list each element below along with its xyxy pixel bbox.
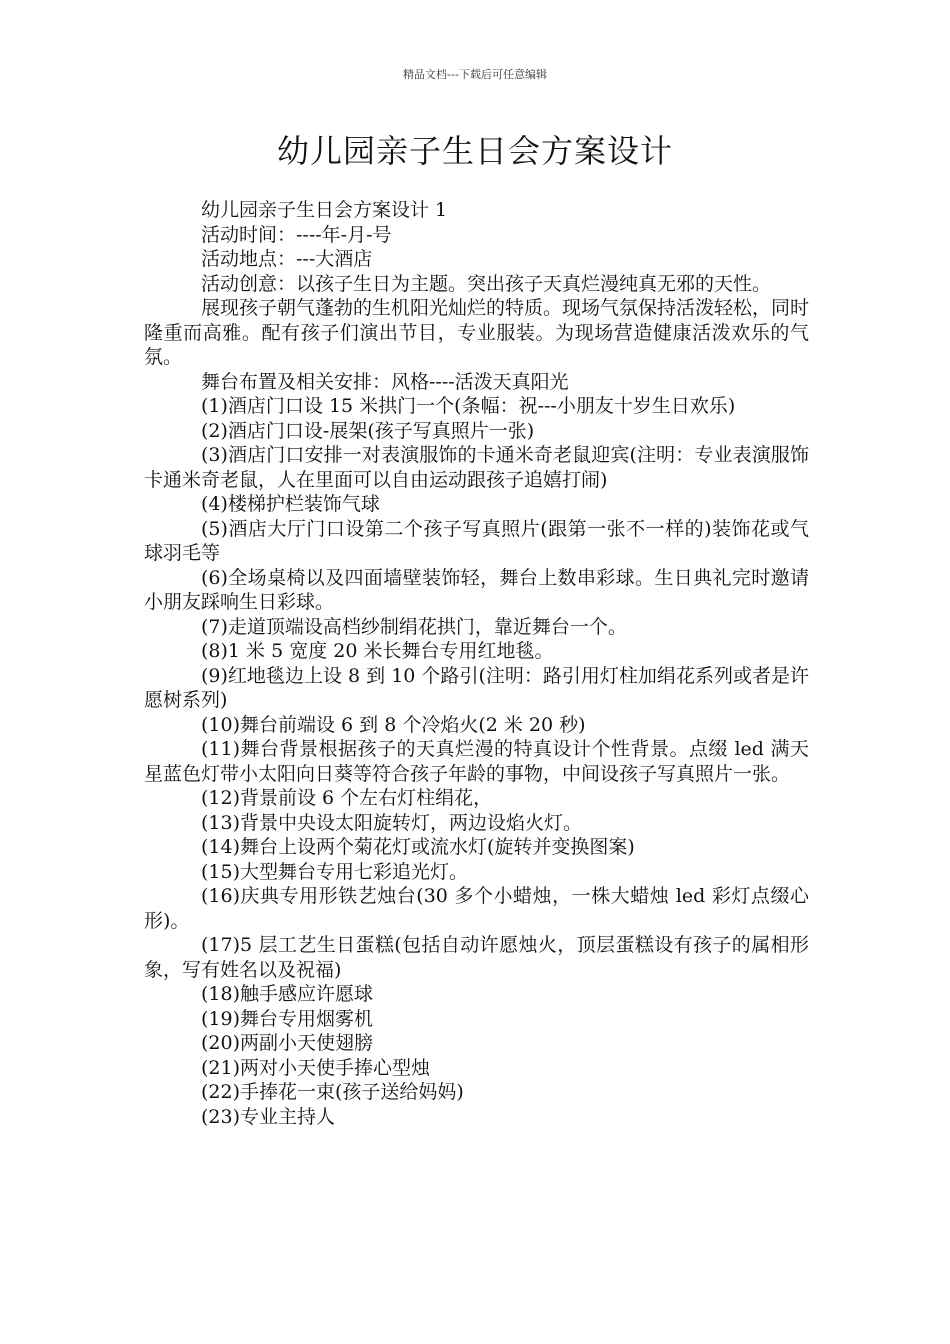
- paragraph: (19)舞台专用烟雾机: [201, 1007, 374, 1030]
- paragraph: 展现孩子朝气蓬勃的生机阳光灿烂的特质。现场气氛保持活泼轻松，同时隆重而高雅。配有孩子们演出节目，专业服装。为现场营造健康活泼欢乐的气氛。: [144, 297, 810, 368]
- paragraph: 幼儿园亲子生日会方案设计 1: [201, 199, 448, 221]
- paragraph: (2)酒店门口设-展架(孩子写真照片一张): [201, 419, 535, 442]
- paragraph: 活动时间：----年-月-号: [201, 223, 392, 246]
- paragraph: (16)庆典专用形铁艺烛台(30 多个小蜡烛，一株大蜡烛 led 彩灯点缀心形)。: [144, 885, 809, 932]
- paragraph: (8)1 米 5 宽度 20 米长舞台专用红地毯。: [201, 640, 554, 662]
- paragraph: (18)触手感应许愿球: [201, 983, 374, 1005]
- paragraph: (20)两副小天使翅膀: [201, 1032, 374, 1054]
- paragraph: (7)走道顶端设高档纱制绢花拱门，靠近舞台一个。: [201, 615, 627, 638]
- paragraph: (22)手捧花一束(孩子送给妈妈): [201, 1081, 464, 1103]
- document-title: 幼儿园亲子生日会方案设计: [276, 132, 673, 170]
- paragraph: (15)大型舞台专用七彩追光灯。: [201, 860, 469, 883]
- paragraph: (5)酒店大厅门口设第二个孩子写真照片(跟第一张不一样的)装饰花或气球羽毛等: [144, 517, 809, 564]
- paragraph: (11)舞台背景根据孩子的天真烂漫的特真设计个性背景。点缀 led 满天星蓝色灯带小太阳向日葵等符合孩子年龄的事物，中间设孩子写真照片一张。: [144, 738, 809, 785]
- paragraph: 舞台布置及相关安排：风格----活泼天真阳光: [201, 370, 569, 393]
- paragraph: (6)全场桌椅以及四面墙壁装饰轻，舞台上数串彩球。生日典礼完时邀请小朋友踩响生日彩球。: [144, 566, 809, 613]
- paragraph: (21)两对小天使手捧心型烛: [201, 1056, 431, 1079]
- paragraph: (17)5 层工艺生日蛋糕(包括自动许愿烛火，顶层蛋糕设有孩子的属相形象，写有姓名以及祝福): [144, 934, 809, 981]
- paragraph: 活动地点：---大酒店: [201, 248, 373, 270]
- paragraph: (3)酒店门口安排一对表演服饰的卡通米奇老鼠迎宾(注明：专业表演服饰卡通米奇老鼠，人在里面可以自由运动跟孩子追嬉打闹): [144, 444, 809, 491]
- paragraph: (12)背景前设 6 个左右灯柱绢花，: [201, 787, 493, 809]
- paragraph: (4)楼梯护栏装饰气球: [201, 493, 380, 515]
- paragraph: (23)专业主持人: [201, 1105, 336, 1128]
- paragraph: (10)舞台前端设 6 到 8 个冷焰火(2 米 20 秒): [201, 713, 586, 736]
- paragraph: (9)红地毯边上设 8 到 10 个路引(注明：路引用灯柱加绢花系列或者是许愿树系列): [144, 664, 809, 711]
- paragraph: (13)背景中央设太阳旋转灯，两边设焰火灯。: [201, 811, 583, 834]
- paragraph: 活动创意：以孩子生日为主题。突出孩子天真烂漫纯真无邪的天性。: [201, 272, 772, 295]
- paragraph: (1)酒店门口设 15 米拱门一个(条幅：祝---小朋友十岁生日欢乐): [201, 395, 736, 417]
- page-header-note: 精品文档---下载后可任意编辑: [403, 68, 547, 81]
- document-body: [144, 198, 809, 1129]
- paragraph: (14)舞台上设两个菊花灯或流水灯(旋转并变换图案): [201, 836, 635, 858]
